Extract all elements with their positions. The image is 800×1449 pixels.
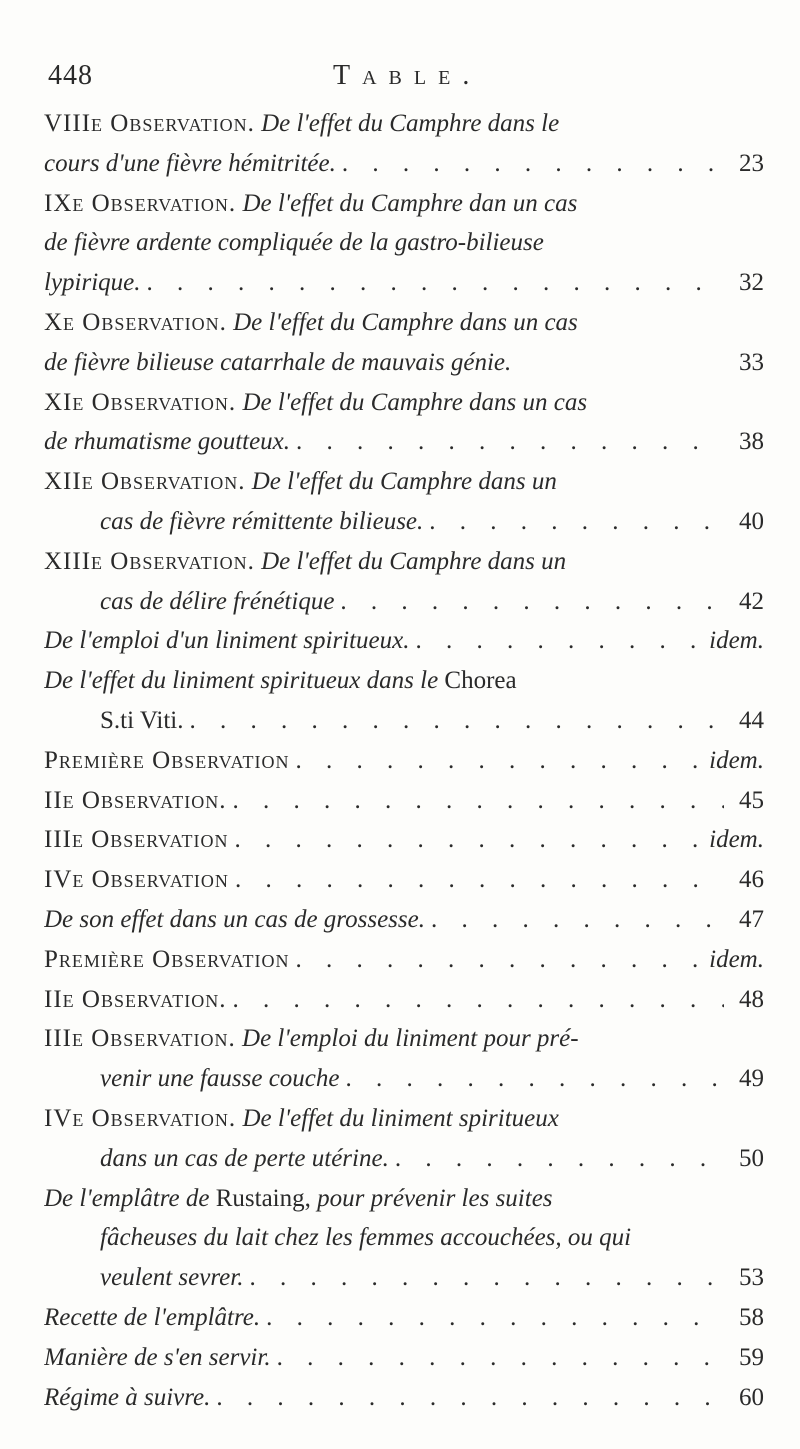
entry-title: De l'effet du Camphre dans le [254,110,560,137]
toc-entry [44,980,764,1020]
leader-dots [289,741,709,781]
entry-title: de fièvre bilieuse catarrhale de mauvais génie. [44,348,512,376]
entry-lead: XIe Observation. [44,388,237,416]
leader-dots [423,502,724,542]
entry-title: dans un cas de perte utérine. [100,1144,389,1172]
toc-entry [44,1298,764,1338]
entry-lead: Xe Observation. [44,308,227,336]
entry-title: cas de délire frénétique [100,587,335,615]
toc-entry [44,1338,764,1378]
entry-title: De l'effet du Camphre dans un [254,547,567,575]
leader-dots [243,1258,724,1298]
page-ref: idem. [709,746,764,774]
leader-dots [334,582,724,622]
entry-title: De l'emplâtre de [44,1184,210,1212]
entry-title: fâcheuses du lait chez les femmes accouchées, ou qui [100,1224,632,1252]
entry-title: De l'emploi d'un liniment spiritueux. [44,627,410,655]
entry-lead: VIIIe Observation. [44,110,255,137]
entry-lead: XIIIe Observation. [44,547,255,575]
entry-lead: Première Observation [44,945,290,973]
page-ref: 47 [739,905,764,933]
leader-dots [289,940,709,980]
leader-dots [141,263,724,303]
entry-title: De l'effet du liniment spiritueux dans le [44,667,439,695]
page-ref: 23 [739,149,764,177]
leader-dots [226,980,724,1020]
toc-entry [44,1019,764,1099]
page-ref: 45 [739,786,764,814]
entry-title: Recette de l'emplâtre. [44,1303,261,1331]
page-ref: idem. [709,627,764,655]
entry-title: cours d'une fièvre hémitritée. [44,149,336,177]
toc-entry [44,383,764,463]
running-head [48,60,752,100]
page-ref: 38 [739,428,764,456]
table-of-contents [44,104,764,1417]
leader-dots [290,422,724,462]
entry-lead: XIIe Observation. [44,468,246,496]
toc-entry [44,462,764,542]
leader-dots [340,1059,724,1099]
entry-title: De l'emploi du liniment pour pré- [235,1025,579,1053]
page-ref: 44 [739,706,764,734]
toc-entry [44,1378,764,1418]
toc-entry [44,781,764,821]
toc-entry [44,820,764,860]
toc-entry [44,542,764,622]
leader-dots [410,621,710,661]
toc-entry [44,303,764,383]
toc-entry [44,1099,764,1179]
page-ref: idem. [709,945,764,973]
page-ref: 46 [739,866,764,894]
page-ref: 60 [739,1383,764,1411]
leader-dots [336,144,724,184]
leader-dots [389,1139,724,1179]
leader-dots [260,1298,724,1338]
page-ref: 58 [739,1303,764,1331]
entry-title: Régime à suivre. [44,1383,211,1411]
page-heading: Table. [333,60,482,91]
entry-title: venir une fausse couche [100,1065,340,1093]
entry-title: S.ti Viti. [100,706,184,734]
entry-title: pour prévenir les suites [310,1184,553,1212]
entry-lead: IVe Observation [44,866,229,894]
entry-lead: IIe Observation. [44,985,227,1013]
entry-lead: Première Observation [44,746,290,774]
leader-dots [229,820,710,860]
leader-dots [226,781,724,821]
page-ref: 49 [739,1065,764,1093]
entry-title: veulent sevrer. [100,1264,244,1292]
entry-title: De son effet dans un cas de grossesse. [44,905,425,933]
entry-lead: IIe Observation. [44,786,227,814]
toc-entry [44,860,764,900]
entry-title: lypirique. [44,269,141,297]
entry-title: De l'effet du liniment spiritueux [236,1104,559,1132]
page-ref: 42 [739,587,764,615]
page-ref: 40 [739,507,764,535]
page-ref: 33 [739,348,764,376]
entry-title: Rustaing, [209,1184,311,1212]
page-number: 448 [48,60,93,91]
page-ref: idem. [709,826,764,854]
entry-title: De l'effet du Camphre dan un cas [236,189,578,217]
leader-dots [229,860,724,900]
entry-title: Manière de s'en servir. [44,1343,271,1371]
toc-entry [44,184,764,303]
entry-lead: IXe Observation. [44,189,237,217]
leader-dots [183,701,724,741]
entry-title: De l'effet du Camphre dans un [245,468,557,496]
entry-lead: IVe Observation. [44,1104,237,1132]
page-ref: 50 [739,1144,764,1172]
page-ref: 59 [739,1343,764,1371]
entry-title: cas de fièvre rémittente bilieuse. [100,507,424,535]
toc-entry [44,1179,764,1298]
leader-dots [210,1378,724,1418]
toc-entry [44,661,764,741]
entry-title: De l'effet du Camphre dans un cas [236,388,588,416]
toc-entry [44,940,764,980]
leader-dots [425,900,724,940]
entry-title: de rhumatisme goutteux. [44,428,291,456]
entry-lead: IIIe Observation. [44,1025,236,1053]
page-ref: 48 [739,985,764,1013]
entry-title: De l'effet du Camphre dans un cas [226,308,578,336]
page-ref: 32 [739,269,764,297]
toc-entry [44,900,764,940]
entry-title: de fièvre ardente compliquée de la gastro-bilieuse [44,229,544,257]
entry-title: Chorea [438,667,517,695]
toc-entry [44,621,764,661]
toc-entry [44,104,764,184]
entry-lead: IIIe Observation [44,826,229,854]
page-ref: 53 [739,1264,764,1292]
toc-entry [44,741,764,781]
leader-dots [271,1338,724,1378]
